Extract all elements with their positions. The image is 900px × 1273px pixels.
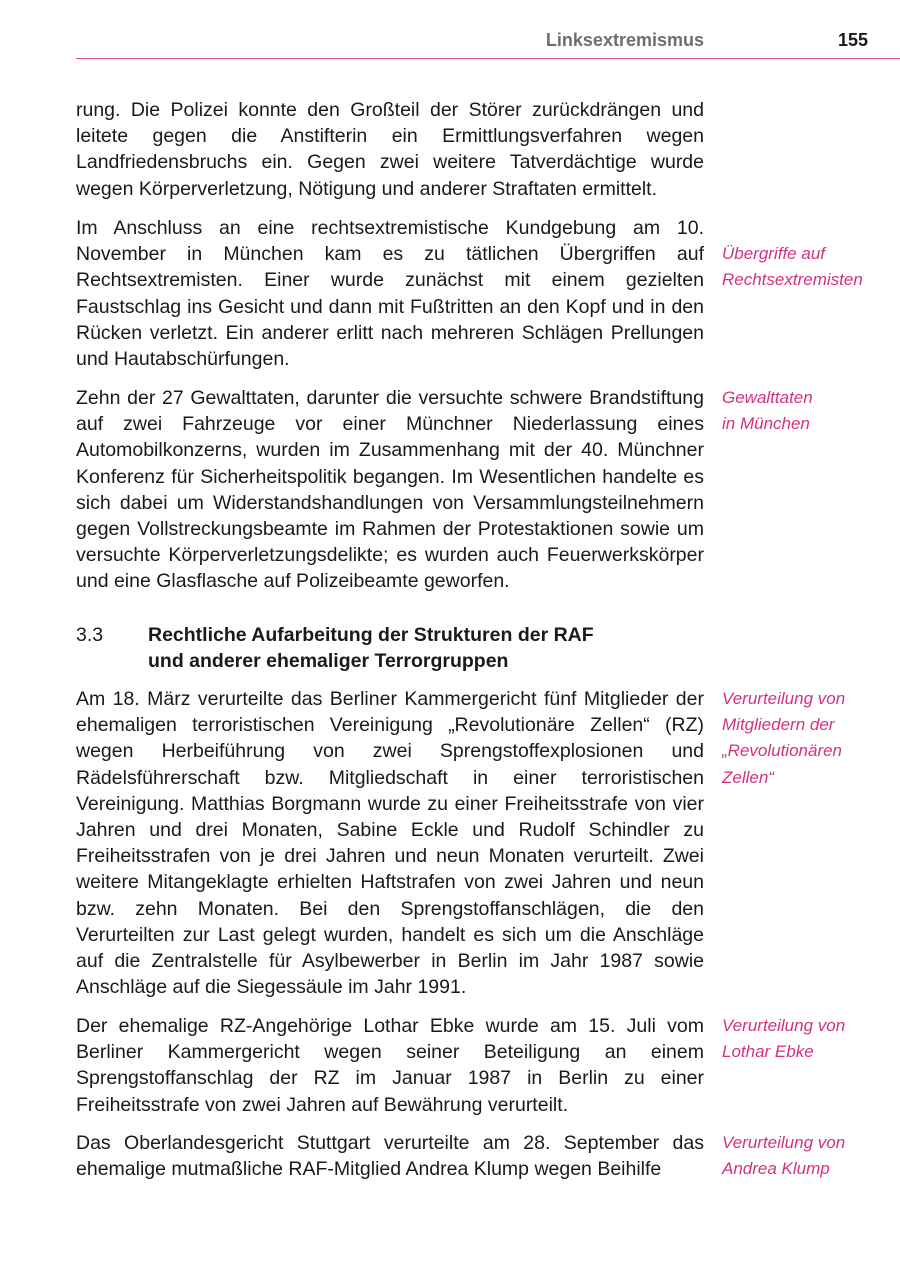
paragraph-text: Zehn der 27 Gewalttaten, darunter die versuchte schwere Brandstiftung auf zwei Fahrzeuge vor einer Münchner Niederlassung eines Automobilkonzerns, wurden im Zusammenhang mit der 40. Münchner Konferenz für Sicherheitspolitik begangen. Im Wesentlichen handelte es sich dabei um Widerstandshandlungen von Versammlungsteilnehmern gegen Vollstreckungsbeamte im Rahmen der Protestaktionen sowie um versuchte Körperverletzungsdelikte; es wurden auch Feuerwerkskörper und eine Glasflasche auf Polizeibeamte geworfen. [76, 387, 704, 593]
paragraph-1 [76, 97, 704, 202]
margin-note-ebke: Verurteilung von Lothar Ebke [722, 1016, 846, 1062]
paragraph-5 [76, 1013, 704, 1118]
section-title: Linksextremismus [545, 30, 704, 50]
margin-note-uebergriffe: Übergriffe auf Rechtsextremisten [722, 244, 863, 290]
paragraph-2 [76, 215, 704, 372]
paragraph-6 [76, 1130, 704, 1182]
paragraph-text: Der ehemalige RZ-Angehörige Lothar Ebke wurde am 15. Juli vom Berliner Kammergericht wegen seiner Beteiligung an einem Sprengstoffanschlag der RZ im Januar 1987 in Berlin zu einer Freiheitsstrafe von zwei Jahren auf Bewährung verurteilt. [76, 1015, 704, 1116]
paragraph-text: Am 18. März verurteilte das Berliner Kammergericht fünf Mitglieder der ehemaligen terroristischen Vereinigung „Revolutionäre Zellen“ (RZ) wegen Herbeiführung von zwei Sprengstoffexplosionen und Rädelsführerschaft bzw. Mitgliedschaft in einer terroristischen Vereinigung. Matthias Borgmann wurde zu einer Freiheitsstrafe von vier Jahren und drei Monaten, Sabine Eckle und Rudolf Schindler zu Freiheitsstrafen von je drei Jahren und neun Monaten verurteilt. Zwei weitere Mitangeklagte erhielten Haftstrafen von zwei Jahren und neun bzw. zehn Monaten. Bei den Sprengstoffanschlägen, die den Verurteilten zur Last gelegt wurden, handelt es sich um die Anschläge auf die Zentralstelle für Asylbewerber in Berlin im Jahr 1987 sowie Anschläge auf die Siegessäule im Jahr 1991. [76, 688, 704, 999]
paragraph-text: Das Oberlandesgericht Stuttgart verurteilte am 28. September das ehemalige mutmaßliche RAF-Mitglied Andrea Klump wegen Beihilfe [76, 1132, 704, 1181]
running-header [76, 28, 900, 59]
paragraph-text: Im Anschluss an eine rechtsextremistische Kundgebung am 10. November in München kam es zu tätlichen Übergriffen auf Rechtsextremisten. Einer wurde zunächst mit einem gezielten Faustschlag ins Gesicht und dann mit Fußtritten an den Kopf und in den Rücken verletzt. Ein anderer erlitt nach mehreren Schlägen Prellungen und Hautabschürfungen. [76, 217, 704, 371]
paragraph-4 [76, 686, 704, 1000]
section-number: 3.3 [76, 624, 104, 646]
margin-note-klump: Verurteilung von Andrea Klump [722, 1133, 846, 1179]
paragraph-text: rung. Die Polizei konnte den Großteil der Störer zurückdrängen und leitete gegen die Anstifterin ein Ermittlungsverfahren wegen Landfriedensbruchs ein. Gegen zwei weitere Tatverdächtige wurde wegen Körperverletzung, Nötigung und anderer Straftaten ermittelt. [76, 99, 704, 200]
margin-note-rz-verurteilung: Verurteilung von Mitgliedern der „Revolutionären Zellen“ [722, 689, 846, 787]
page-number: 155 [837, 30, 868, 50]
paragraph-3 [76, 385, 704, 595]
margin-note-gewalttaten: Gewalttaten in München [722, 388, 813, 434]
section-heading-title: Rechtliche Aufarbeitung der Strukturen der RAF und anderer ehemaliger Terrorgruppen [148, 624, 594, 673]
